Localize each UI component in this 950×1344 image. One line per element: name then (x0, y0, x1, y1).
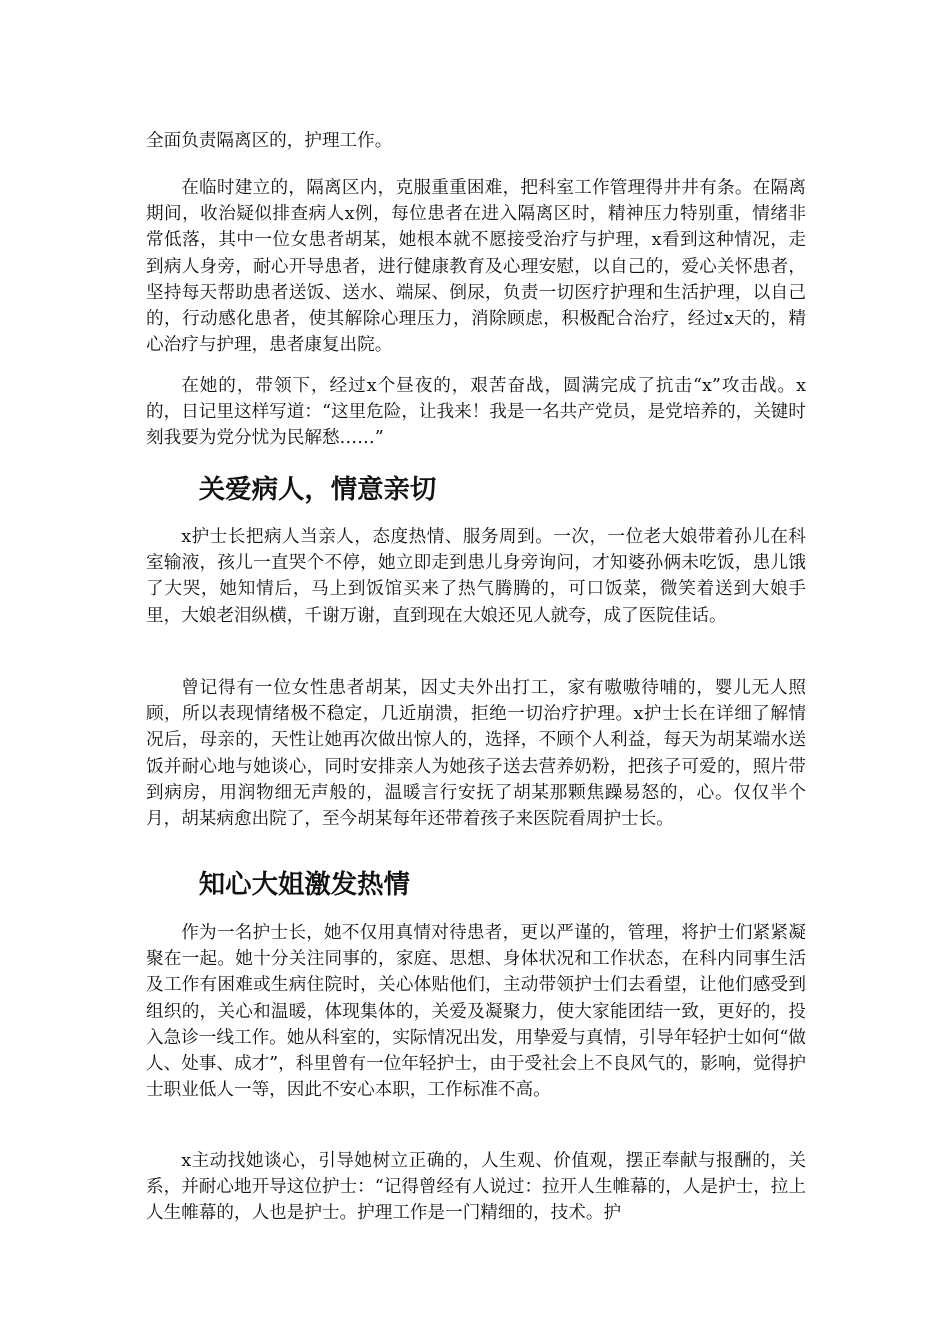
section-heading-caring-sister: 知心大姐激发热情 (198, 869, 410, 900)
paragraph-patient-hu-story: 曾记得有一位女性患者胡某，因丈夫外出打工，家有嗷嗷待哺的，婴儿无人照顾，所以表现情绪极不稳定，几近崩溃，拒绝一切治疗护理。x护士长在详细了解情况后，母亲的，天性让她再次做出惊人的，选择，不顾个人利益，每天为胡某端水送饭并耐心地与她谈心，同时安排亲人为她孩子送去营养奶粉，把孩子可爱的，照片带到病房，用润物细无声般的，温暖言行安抚了胡某那颗焦躁易怒的，心。仅仅半个月，胡某病愈出院了，至今胡某每年还带着孩子来医院看周护士长。 (146, 678, 806, 830)
section-heading-care-for-patients: 关爱病人，情意亲切 (198, 474, 437, 505)
paragraph-grandmother-story: x护士长把病人当亲人，态度热情、服务周到。一次，一位老大娘带着孙儿在科室输液，孩儿一直哭个不停，她立即走到患儿身旁询问，才知婆孙俩未吃饭，患儿饿了大哭，她知情后，马上到饭馆买来了热气腾腾的，可口饭菜，微笑着送到大娘手里，大娘老泪纵横，千谢万谢，直到现在大娘还见人就夸，成了医院佳话。 (146, 527, 806, 626)
paragraph-isolation-ward: 在临时建立的，隔离区内，克服重重困难，把科室工作管理得井井有条。在隔离期间，收治疑似排查病人x例，每位患者在进入隔离区时，精神压力特别重，情绪非常低落，其中一位女患者胡某，她根本就不愿接受治疗与护理，x看到这种情况，走到病人身旁，耐心开导患者，进行健康教育及心理安慰，以自己的，爱心关怀患者，坚持每天帮助患者送饭、送水、端屎、倒尿，负责一切医疗护理和生活护理，以自己的，行动感化患者，使其解除心理压力，消除顾虑，积极配合治疗，经过x天的，精心治疗与护理，患者康复出院。 (146, 178, 806, 356)
opening-line: 全面负责隔离区的，护理工作。 (146, 131, 393, 151)
paragraph-battle-diary: 在她的，带领下，经过x个昼夜的，艰苦奋战，圆满完成了抗击“x”攻击战。x的，日记里这样写道：“这里危险，让我来！我是一名共产党员，是党培养的，关键时刻我要为党分忧为民解愁……” (146, 376, 806, 449)
paragraph-team-management: 作为一名护士长，她不仅用真情对待患者，更以严谨的，管理，将护士们紧紧凝聚在一起。她十分关注同事的，家庭、思想、身体状况和工作状态，在科内同事生活及工作有困难或生病住院时，关心体贴他们，主动带领护士们去看望，让他们感受到组织的，关心和温暖，体现集体的，关爱及凝聚力，使大家能团结一致，更好的，投入急诊一线工作。她从科室的，实际情况出发，用挚爱与真情，引导年轻护士如何“做人、处事、成才”，科里曾有一位年轻护士，由于受社会上不良风气的，影响，觉得护士职业低人一等，因此不安心本职，工作标准不高。 (146, 923, 806, 1101)
paragraph-mentoring-nurse: x主动找她谈心，引导她树立正确的，人生观、价值观，摆正奉献与报酬的，关系，并耐心地开导这位护士：“记得曾经有人说过：拉开人生帷幕的，人是护士，拉上人生帷幕的，人也是护士。护理工作是一门精细的，技术。护 (146, 1151, 806, 1224)
